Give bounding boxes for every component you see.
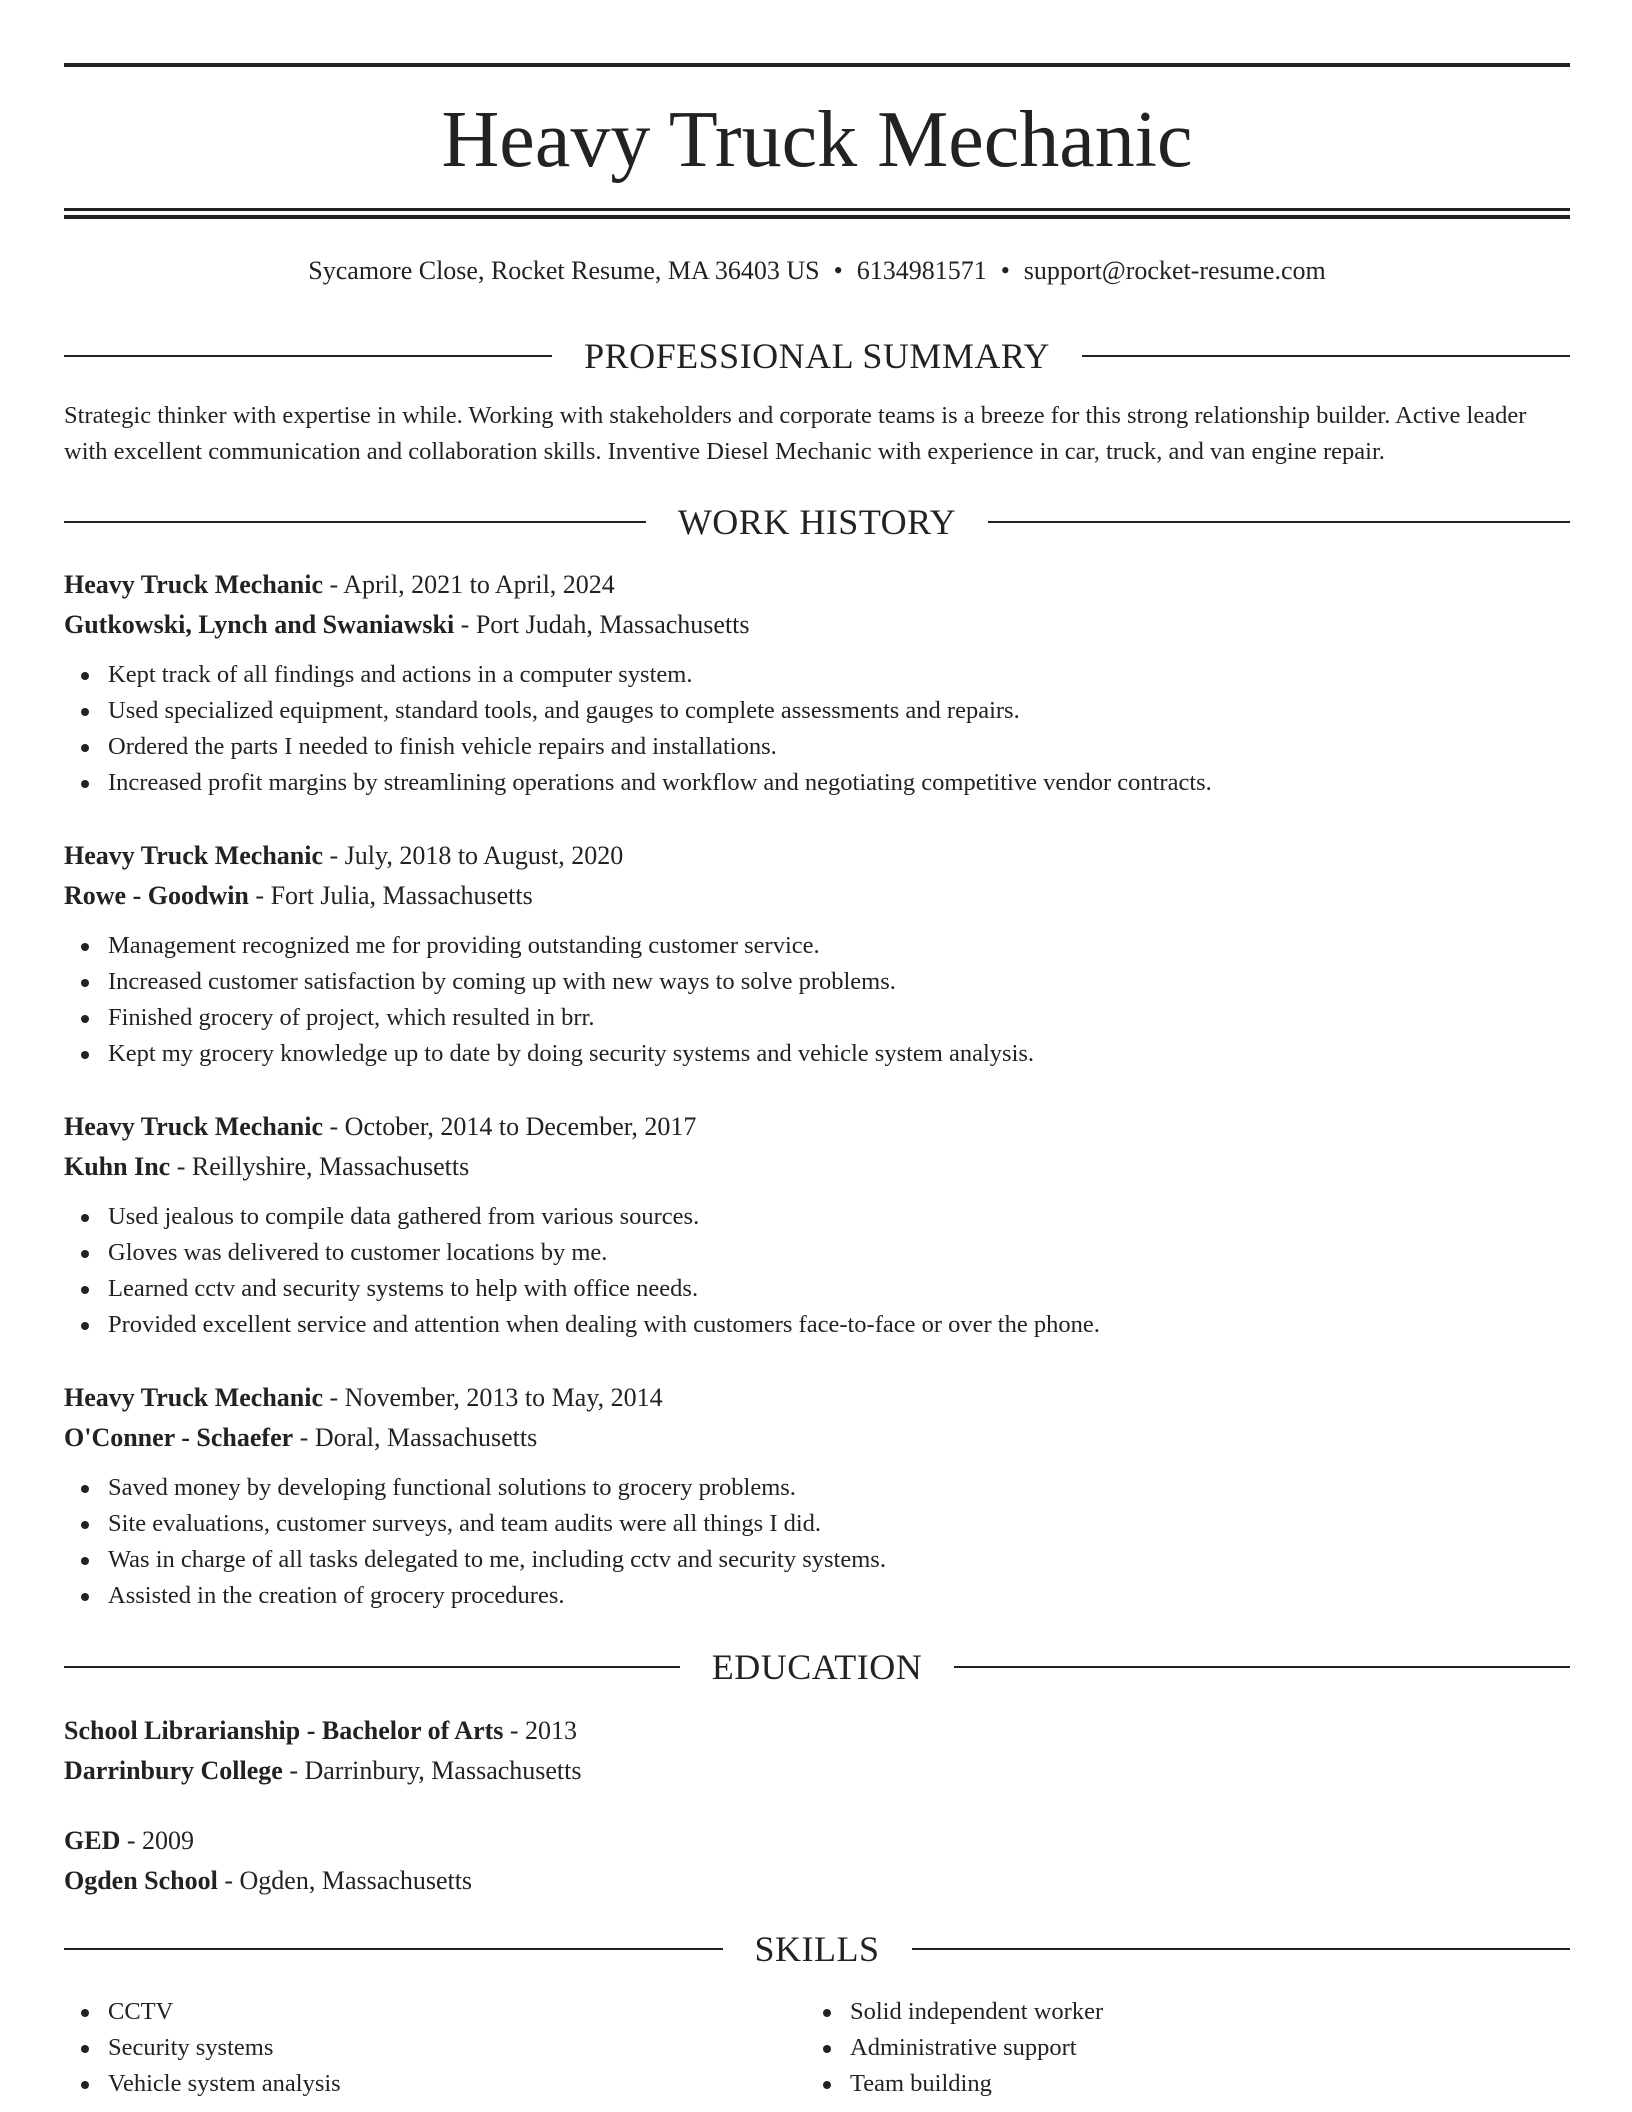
section-rule-right	[988, 521, 1570, 523]
job-dates: - November, 2013 to May, 2014	[323, 1383, 663, 1412]
contact-separator: •	[1000, 256, 1010, 285]
section-rule-left	[64, 1948, 723, 1950]
list-item: Management recognized me for providing outstanding customer service.	[64, 928, 1570, 964]
job-role: Heavy Truck Mechanic	[64, 841, 324, 870]
section-title-skills: SKILLS	[754, 1929, 880, 1969]
section-title-education: EDUCATION	[711, 1647, 923, 1687]
contact-address: Sycamore Close, Rocket Resume, MA 36403 US	[308, 256, 820, 285]
job-company-line	[64, 876, 1570, 916]
education-year: - 2009	[120, 1826, 195, 1855]
education-school: Ogden School	[64, 1866, 218, 1895]
education-year: - 2013	[503, 1716, 578, 1745]
job-company: Kuhn Inc	[64, 1152, 171, 1181]
job-entry	[64, 836, 1570, 1072]
summary-text: Strategic thinker with expertise in while. Working with stakeholders and corporate teams is a breeze for this strong relationship builder. Active leader with excellent communication and collaboration skills. Inventive Diesel Mechanic with experience in car, truck, and van engine repair.	[64, 402, 1527, 465]
job-company: Rowe - Goodwin	[64, 881, 249, 910]
job-location: - Port Judah, Massachusetts	[454, 610, 750, 639]
list-item: Site evaluations, customer surveys, and team audits were all things I did.	[64, 1506, 1570, 1542]
education-school: Darrinbury College	[64, 1756, 283, 1785]
list-item: Vehicle system analysis	[64, 2066, 806, 2102]
section-rule-left	[64, 521, 646, 523]
section-header-skills	[64, 1927, 1570, 1971]
header-double-rule-lower	[64, 215, 1570, 219]
list-item: Increased profit margins by streamlining operations and workflow and negotiating competitive vendor contracts.	[64, 765, 1570, 801]
job-entry	[64, 565, 1570, 801]
list-item: Security systems	[64, 2030, 806, 2066]
education-entry	[64, 1821, 1570, 1901]
list-item: Used jealous to compile data gathered from various sources.	[64, 1199, 1570, 1235]
list-item: Kept track of all findings and actions in a computer system.	[64, 657, 1570, 693]
list-item: Finished grocery of project, which resulted in brr.	[64, 1000, 1570, 1036]
section-rule-right	[912, 1948, 1571, 1950]
job-title-line	[64, 1107, 1570, 1147]
job-company: O'Conner - Schaefer	[64, 1423, 294, 1452]
section-header-work	[64, 500, 1570, 544]
job-bullets	[64, 928, 1570, 1072]
list-item: CCTV	[64, 1994, 806, 2030]
job-company-line	[64, 1418, 1570, 1458]
contact-email: support@rocket-resume.com	[1023, 256, 1326, 285]
job-location: - Reillyshire, Massachusetts	[170, 1152, 470, 1181]
list-item: Ordered the parts I needed to finish vehicle repairs and installations.	[64, 729, 1570, 765]
list-item: Used specialized equipment, standard tools, and gauges to complete assessments and repairs.	[64, 693, 1570, 729]
skills-list	[64, 1994, 1570, 2102]
section-title-work: WORK HISTORY	[677, 502, 957, 542]
section-rule-left	[64, 355, 552, 357]
education-degree: GED	[64, 1826, 121, 1855]
education-school-line	[64, 1751, 1570, 1791]
list-item: Administrative support	[806, 2030, 1570, 2066]
skills-column-left	[64, 1994, 806, 2102]
education-entry	[64, 1711, 1570, 1791]
list-item: Increased customer satisfaction by coming up with new ways to solve problems.	[64, 964, 1570, 1000]
job-entry	[64, 1107, 1570, 1343]
job-dates: - October, 2014 to December, 2017	[323, 1112, 697, 1141]
job-role: Heavy Truck Mechanic	[64, 570, 324, 599]
contact-line	[64, 254, 1570, 288]
list-item: Assisted in the creation of grocery procedures.	[64, 1578, 1570, 1614]
list-item: Team building	[806, 2066, 1570, 2102]
job-role: Heavy Truck Mechanic	[64, 1383, 324, 1412]
page-title: Heavy Truck Mechanic	[441, 96, 1193, 184]
education-degree: School Librarianship - Bachelor of Arts	[64, 1716, 504, 1745]
section-header-education	[64, 1645, 1570, 1689]
job-location: - Doral, Massachusetts	[293, 1423, 538, 1452]
section-header-summary	[64, 334, 1570, 378]
contact-phone: 6134981571	[856, 256, 987, 285]
list-item: Kept my grocery knowledge up to date by doing security systems and vehicle system analysis.	[64, 1036, 1570, 1072]
job-title-line	[64, 836, 1570, 876]
job-title-line	[64, 1378, 1570, 1418]
list-item: Learned cctv and security systems to help with office needs.	[64, 1271, 1570, 1307]
job-entry	[64, 1378, 1570, 1614]
list-item: Gloves was delivered to customer locations by me.	[64, 1235, 1570, 1271]
job-bullets	[64, 1199, 1570, 1343]
job-bullets	[64, 657, 1570, 801]
skills-column-right	[806, 1994, 1570, 2102]
list-item: Provided excellent service and attention when dealing with customers face-to-face or over the phone.	[64, 1307, 1570, 1343]
header-top-rule	[64, 63, 1570, 67]
education-location: - Darrinbury, Massachusetts	[282, 1756, 582, 1785]
job-bullets	[64, 1470, 1570, 1614]
contact-separator: •	[833, 256, 843, 285]
education-school-line	[64, 1861, 1570, 1901]
education-location: - Ogden, Massachusetts	[217, 1866, 473, 1895]
section-title-summary: PROFESSIONAL SUMMARY	[584, 336, 1050, 376]
list-item: Was in charge of all tasks delegated to me, including cctv and security systems.	[64, 1542, 1570, 1578]
section-rule-right	[1082, 355, 1570, 357]
job-company: Gutkowski, Lynch and Swaniawski	[64, 610, 455, 639]
list-item: Solid independent worker	[806, 1994, 1570, 2030]
header-double-rule-upper	[64, 208, 1570, 211]
job-role: Heavy Truck Mechanic	[64, 1112, 324, 1141]
list-item: Saved money by developing functional solutions to grocery problems.	[64, 1470, 1570, 1506]
job-dates: - July, 2018 to August, 2020	[323, 841, 624, 870]
job-dates: - April, 2021 to April, 2024	[323, 570, 615, 599]
job-company-line	[64, 605, 1570, 645]
education-degree-line	[64, 1711, 1570, 1751]
section-rule-left	[64, 1666, 680, 1668]
job-title-line	[64, 565, 1570, 605]
job-location: - Fort Julia, Massachusetts	[248, 881, 533, 910]
job-company-line	[64, 1147, 1570, 1187]
section-rule-right	[954, 1666, 1570, 1668]
education-degree-line	[64, 1821, 1570, 1861]
